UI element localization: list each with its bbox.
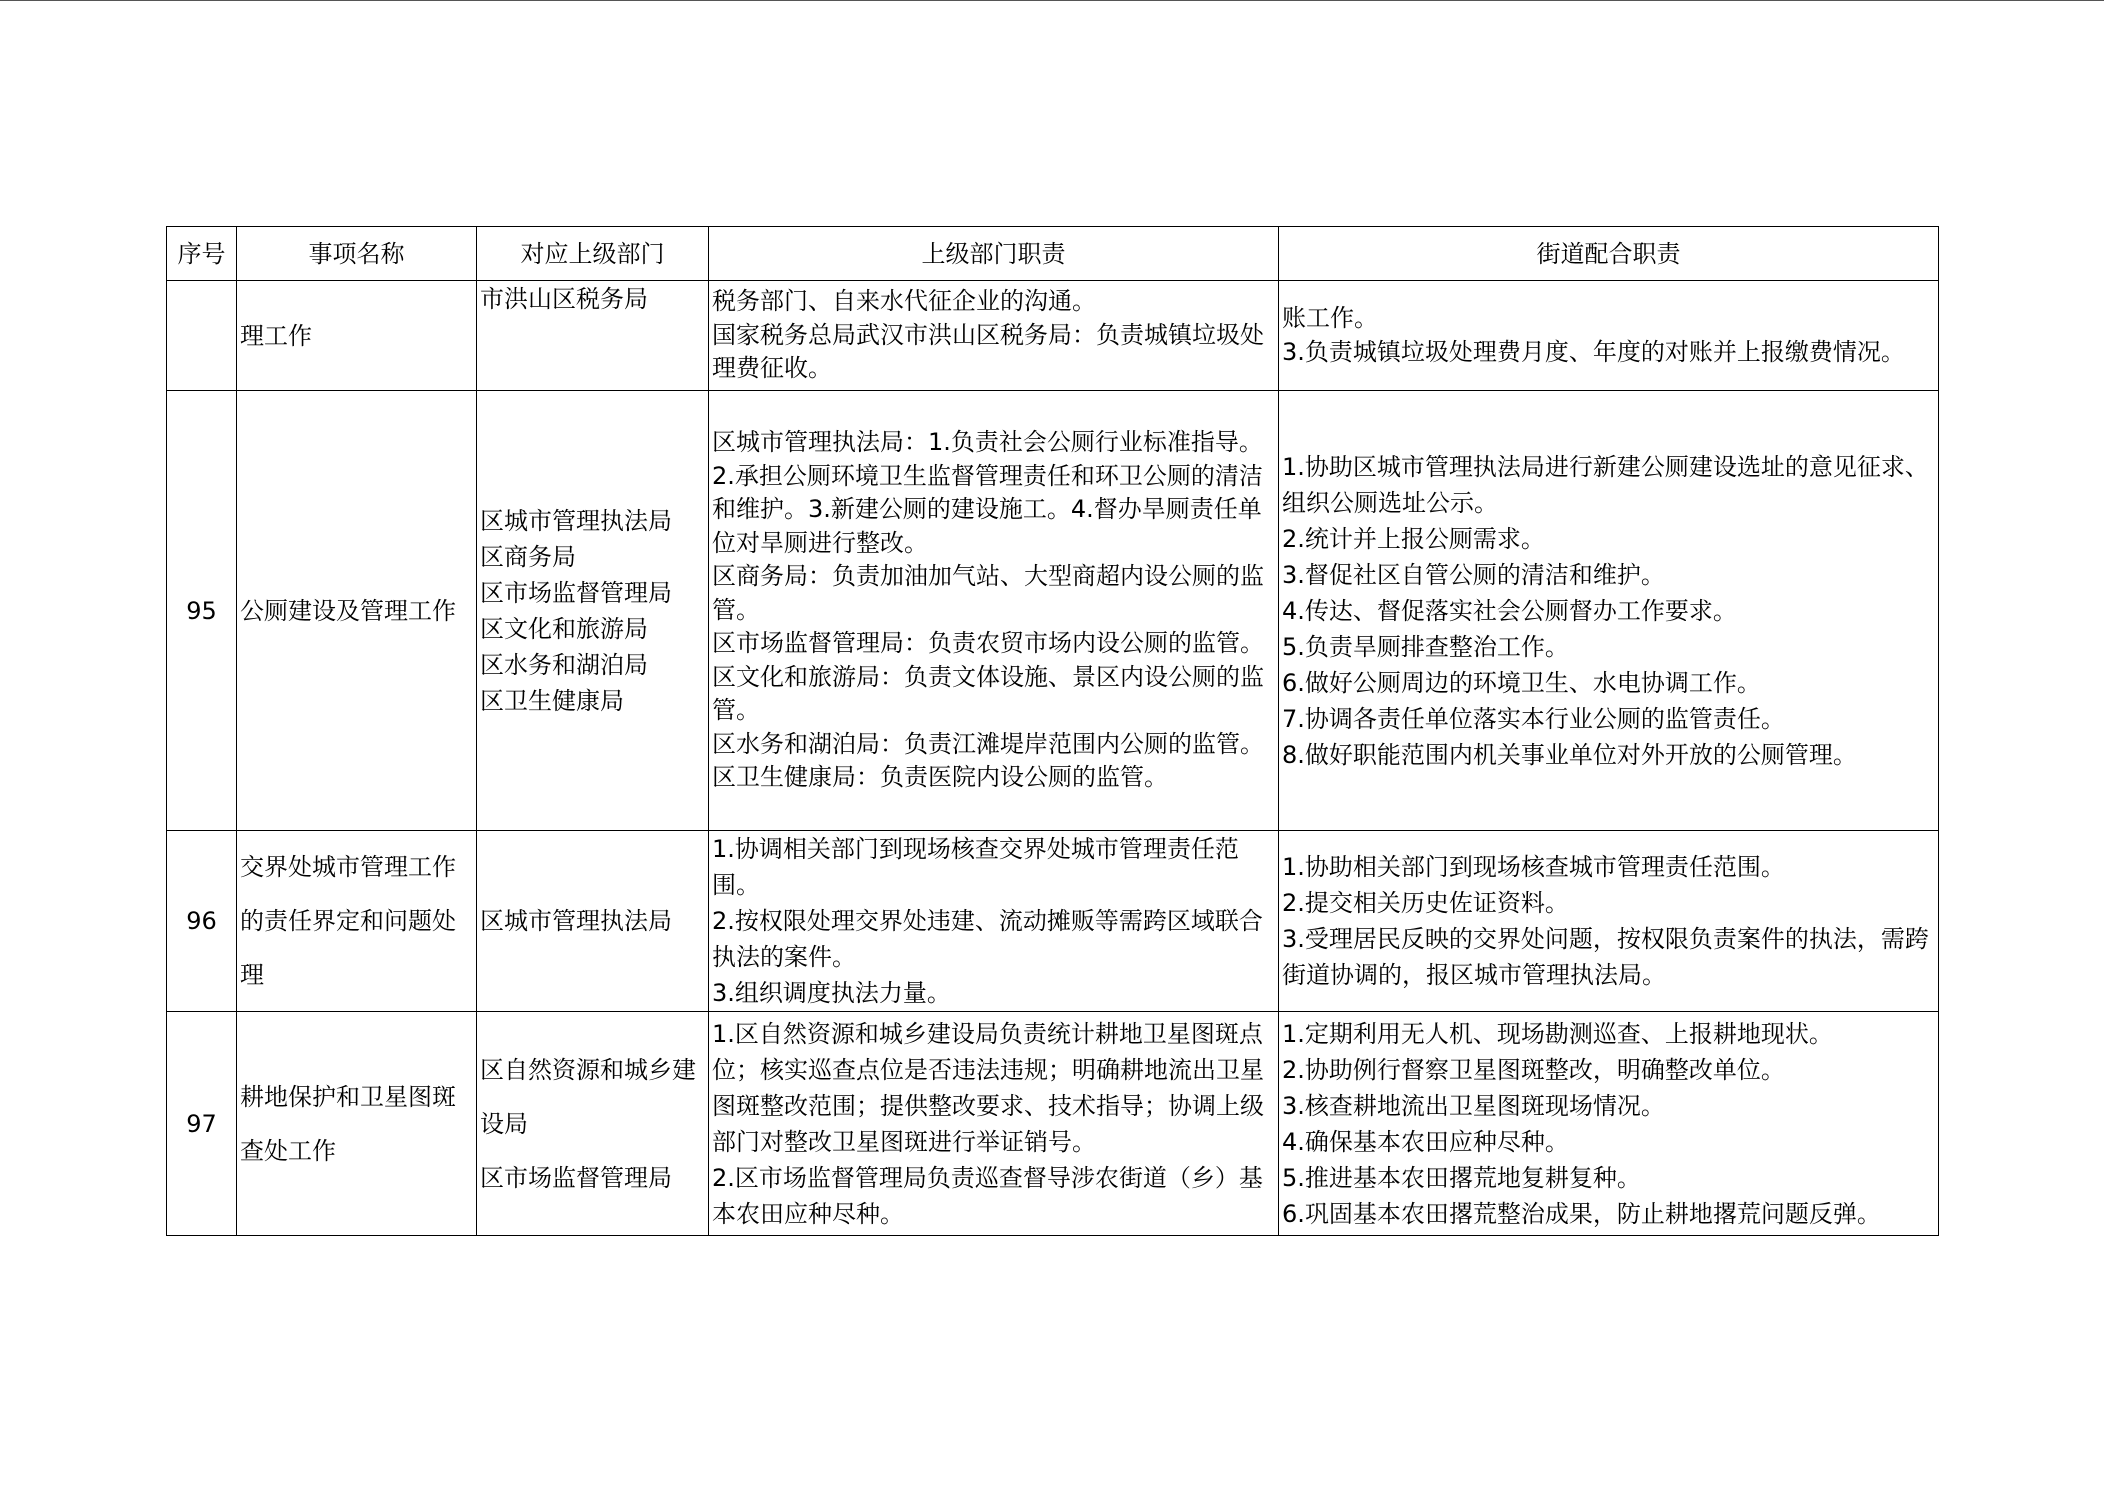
- row-no: 95: [167, 391, 237, 831]
- header-dept: 对应上级部门: [477, 227, 709, 281]
- header-no: 序号: [167, 227, 237, 281]
- cell-line: 1.协助相关部门到现场核查城市管理责任范围。: [1282, 853, 1785, 881]
- page-top-border: [0, 0, 2104, 1]
- cell-line: 区市场监督管理局: [480, 578, 672, 607]
- cell-line: 3.组织调度执法力量。: [712, 979, 951, 1007]
- cell-line: 5.负责旱厕排查整治工作。: [1282, 632, 1569, 661]
- row-dept: [477, 1012, 709, 1236]
- cell-line: 区商务局: [480, 542, 576, 571]
- duty-table: [166, 226, 1939, 1236]
- row-item-name: 理工作: [237, 281, 477, 391]
- cell-line: 1.区自然资源和城乡建设局负责统计耕地卫星图斑点位；核实巡查点位是否违法违规；明确耕地流出卫星图斑整改范围；提供整改要求、技术指导；协调上级部门对整改卫星图斑进行举证销号。: [712, 1019, 1264, 1156]
- cell-line: 税务部门、自来水代征企业的沟通。: [712, 287, 1096, 316]
- row-upper-duty: [709, 831, 1279, 1012]
- row-street-duty: [1279, 391, 1939, 831]
- cell-line: 3.督促社区自管公厕的清洁和维护。: [1282, 560, 1665, 589]
- cell-line: 区水务和湖泊局: [480, 650, 648, 679]
- row-dept: [477, 281, 709, 391]
- header-street-duty: 街道配合职责: [1279, 227, 1939, 281]
- cell-line: 区市场监督管理局：负责农贸市场内设公厕的监管。: [712, 629, 1264, 658]
- cell-line: 国家税务总局武汉市洪山区税务局：负责城镇垃圾处理费征收。: [712, 320, 1264, 383]
- header-upper-duty: 上级部门职责: [709, 227, 1279, 281]
- cell-line: 8.做好职能范围内机关事业单位对外开放的公厕管理。: [1282, 740, 1857, 769]
- cell-line: 4.确保基本农田应种尽种。: [1282, 1127, 1569, 1156]
- row-upper-duty: [709, 281, 1279, 391]
- row-dept: [477, 391, 709, 831]
- cell-line: 2.提交相关历史佐证资料。: [1282, 889, 1569, 917]
- row-item-name: 耕地保护和卫星图斑查处工作: [237, 1012, 477, 1236]
- cell-line: 区卫生健康局：负责医院内设公厕的监管。: [712, 763, 1168, 792]
- cell-line: 2.按权限处理交界处违建、流动摊贩等需跨区域联合执法的案件。: [712, 907, 1263, 971]
- row-no: 97: [167, 1012, 237, 1236]
- cell-line: 1.协助区城市管理执法局进行新建公厕建设选址的意见征求、组织公厕选址公示。: [1282, 452, 1929, 517]
- cell-line: 区卫生健康局: [480, 686, 624, 715]
- cell-line: 账工作。: [1282, 304, 1378, 332]
- row-upper-duty: [709, 1012, 1279, 1236]
- cell-line: 3.负责城镇垃圾处理费月度、年度的对账并上报缴费情况。: [1282, 337, 1905, 366]
- cell-line: 区商务局：负责加油加气站、大型商超内设公厕的监管。: [712, 562, 1264, 624]
- cell-line: 6.巩固基本农田撂荒整治成果，防止耕地撂荒问题反弹。: [1282, 1199, 1881, 1228]
- row-dept: 区城市管理执法局: [477, 831, 709, 1012]
- row-street-duty: [1279, 1012, 1939, 1236]
- cell-line: 4.传达、督促落实社会公厕督办工作要求。: [1282, 596, 1737, 625]
- cell-line: 区文化和旅游局：负责文体设施、景区内设公厕的监管。: [712, 662, 1264, 725]
- cell-line: 区自然资源和城乡建设局: [480, 1055, 696, 1138]
- cell-line: 区文化和旅游局: [480, 614, 648, 643]
- row-street-duty: [1279, 281, 1939, 391]
- table-row: [167, 1012, 1939, 1236]
- cell-line: 1.协调相关部门到现场核查交界处城市管理责任范围。: [712, 835, 1239, 899]
- cell-line: 2.协助例行督察卫星图斑整改，明确整改单位。: [1282, 1055, 1785, 1084]
- row-item-name: 公厕建设及管理工作: [237, 391, 477, 831]
- header-item-name: 事项名称: [237, 227, 477, 281]
- row-no: 96: [167, 831, 237, 1012]
- cell-line: 区市场监督管理局: [480, 1163, 672, 1192]
- row-dept-text: 市洪山区税务局: [480, 285, 648, 313]
- cell-line: 1.定期利用无人机、现场勘测巡查、上报耕地现状。: [1282, 1019, 1833, 1048]
- cell-line: 2.区市场监督管理局负责巡查督导涉农街道（乡）基本农田应种尽种。: [712, 1163, 1263, 1228]
- table-row: [167, 281, 1939, 391]
- cell-line: 5.推进基本农田撂荒地复耕复种。: [1282, 1163, 1641, 1192]
- row-upper-duty: [709, 391, 1279, 831]
- table-row: [167, 391, 1939, 831]
- cell-line: 区城市管理执法局: [480, 506, 672, 535]
- cell-line: 3.受理居民反映的交界处问题，按权限负责案件的执法，需跨街道协调的，报区城市管理执法局。: [1282, 925, 1929, 989]
- row-no: [167, 281, 237, 391]
- cell-line: 3.核查耕地流出卫星图斑现场情况。: [1282, 1091, 1665, 1120]
- cell-line: 2.统计并上报公厕需求。: [1282, 524, 1545, 553]
- row-item-name: 交界处城市管理工作的责任界定和问题处理: [237, 831, 477, 1012]
- cell-line: 区水务和湖泊局：负责江滩堤岸范围内公厕的监管。: [712, 729, 1264, 758]
- table-row: [167, 831, 1939, 1012]
- cell-line: 7.协调各责任单位落实本行业公厕的监管责任。: [1282, 704, 1785, 733]
- table-header-row: [167, 227, 1939, 281]
- cell-line: 6.做好公厕周边的环境卫生、水电协调工作。: [1282, 668, 1761, 697]
- row-street-duty: [1279, 831, 1939, 1012]
- cell-line: 区城市管理执法局：1.负责社会公厕行业标准指导。2.承担公厕环境卫生监督管理责任和环卫公厕的清洁和维护。3.新建公厕的建设施工。4.督办旱厕责任单位对旱厕进行整改。: [712, 428, 1263, 557]
